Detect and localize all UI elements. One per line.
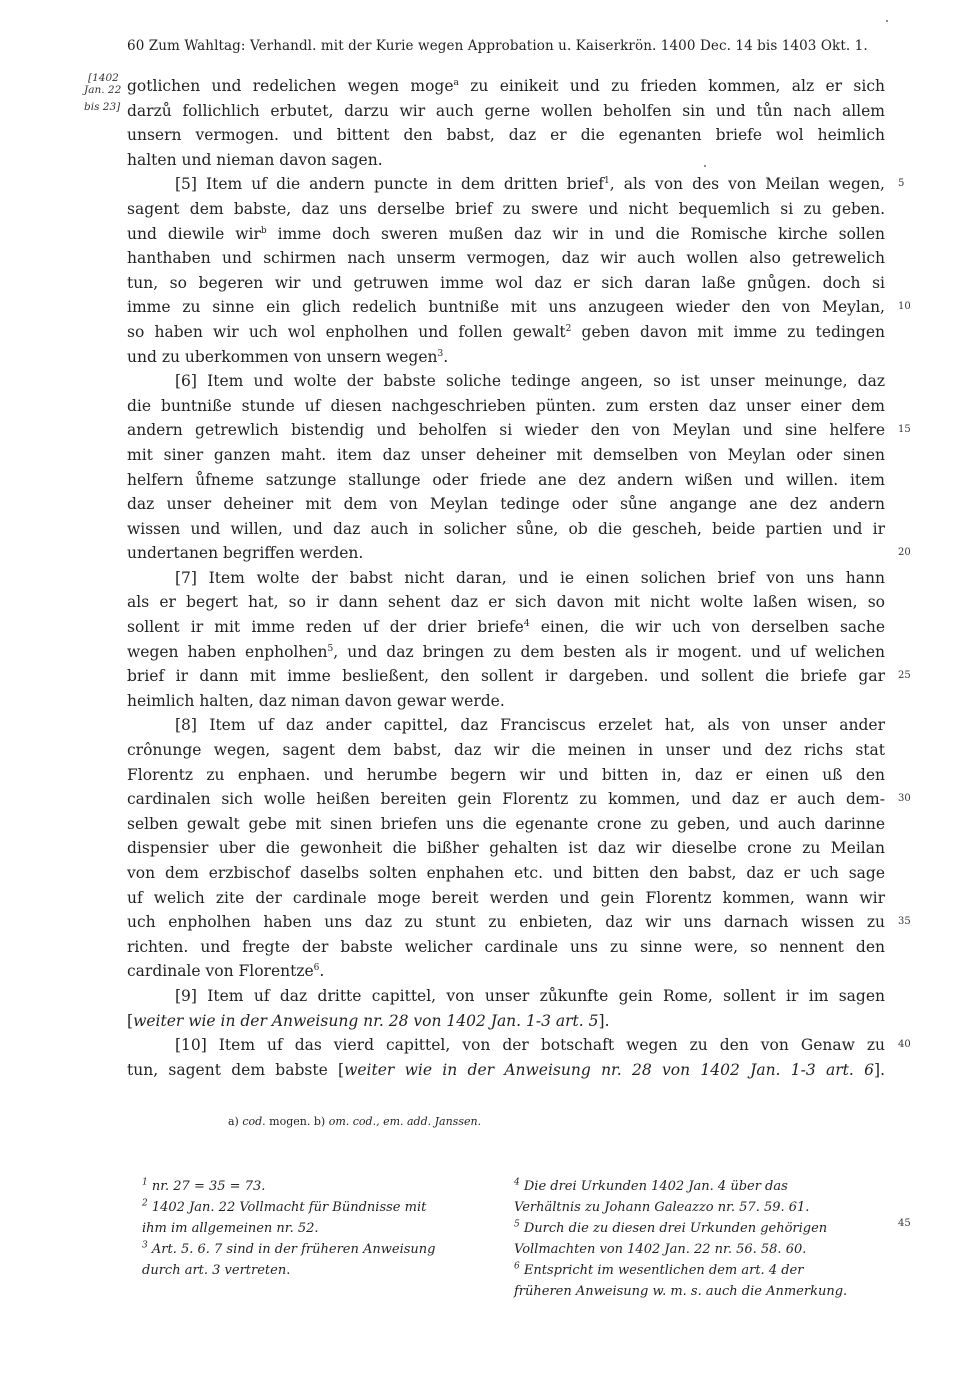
footnote-line: Verhältnis zu Johann Galeazzo nr. 57. 59. 61. [514, 1200, 810, 1215]
text-line: [8] Item uf daz ander capittel, daz Franciscus erzelet hat, als von unser ander [175, 716, 885, 735]
text-line: [9] Item uf daz dritte capittel, von unser zůkunfte gein Rome, sollent ir im sagen [175, 986, 885, 1005]
footnote-line: $^3$ Art. 5. 6. 7 sind in der früheren Anweisung [142, 1240, 436, 1257]
text-line: [6] Item und wolte der babste soliche tedinge angeen, so ist unser meinunge, daz [175, 372, 885, 391]
page-speck [704, 165, 706, 167]
variant-apparatus: a) cod. mogen. b) om. cod., em. add. Janssen. [228, 1115, 482, 1128]
running-header: 60 Zum Wahltag: Verhandl. mit der Kurie wegen Approbation u. Kaiserkrön. 1400 Dec. 14 bis 1403 Okt. 1. [127, 38, 868, 54]
text-line: crônunge wegen, sagent dem babst, daz wir die meinen in unser und dez richs stat [127, 741, 885, 760]
text-line: darzů follichlich erbutet, darzu wir auch gerne wollen beholfen sin und tůn nach allem [127, 101, 885, 120]
text-line: Florentz zu enphaen. und herumbe begern wir und bitten in, daz er einen uß den [127, 765, 885, 784]
text-line: die buntniße stunde uf diesen nachgeschrieben pünten. zum ersten daz unser einer dem [127, 396, 885, 415]
text-line: cardinale von Florentze$^6$. [127, 962, 325, 981]
page-speck [886, 20, 888, 22]
text-line: andern getrewlich bistendig und beholfen si wieder den von Meylan und sine helfere [127, 421, 885, 440]
text-line: sagent dem babste, daz uns derselbe brief zu swere und nicht bequemlich si zu geben. [127, 199, 885, 218]
footnotes-left-column [142, 1176, 494, 1281]
line-number: 15 [898, 424, 911, 436]
text-line: tun, sagent dem babste [weiter wie in der Anweisung nr. 28 von 1402 Jan. 1-3 art. 6]. [127, 1060, 885, 1079]
text-line: als er begert hat, so ir dann sehent daz er sich davon mit nicht wolte laßen wisen, so [127, 593, 885, 612]
footnote-line: ihm im allgemeinen nr. 52. [142, 1221, 319, 1236]
text-line: wissen und willen, und daz auch in solicher sůne, ob die gescheh, beide partien und ir [127, 519, 885, 538]
text-line: tun, so begeren wir und getruwen imme wol daz er sich daran laße gnůgen. doch si [127, 273, 885, 292]
margin-date-line: [1402 [88, 72, 119, 84]
text-line: so haben wir uch wol enpholhen und follen gewalt$^2$ geben davon mit imme zu tedingen [127, 322, 885, 341]
text-line: von dem erzbischof daselbs solten enphahen etc. und bitten den babst, daz er uch sage [127, 864, 885, 882]
line-number: 5 [898, 178, 905, 190]
line-number: 35 [898, 916, 911, 928]
text-line: hanthaben und schirmen nach unserm vermogen, daz wir auch wollen also getrewelich [127, 249, 885, 268]
margin-date-line: bis 23] [84, 101, 121, 113]
text-line: cardinalen sich wolle heißen bereiten gein Florentz zu kommen, und daz er auch dem- [127, 790, 885, 809]
text-line: und diewile wir$^b$ imme doch sweren mußen daz wir in und die Romische kirche sollen [127, 224, 885, 243]
footnotes-right-column [514, 1176, 882, 1302]
text-line: [10] Item uf das vierd capittel, von der botschaft wegen zu den von Genaw zu [175, 1036, 885, 1055]
text-line: richten. und fregte der babste welicher cardinale uns zu sinne were, so nennent den [127, 937, 885, 956]
footnote-line: $^5$ Durch die zu diesen drei Urkunden gehörigen [514, 1219, 828, 1236]
line-number: 25 [898, 670, 911, 682]
text-line: sollent ir mit imme reden uf der drier briefe$^4$ einen, die wir uch von derselben sache [127, 618, 885, 637]
text-line: selben gewalt gebe mit sinen briefen uns die egenante crone zu geben, und auch darinne [127, 814, 885, 833]
text-line: [7] Item wolte der babst nicht daran, und ie einen solichen brief von uns hann [175, 568, 885, 587]
text-line: brief ir dann mit imme besließent, den sollent ir dargeben. und sollent die briefe gar [127, 667, 885, 686]
footnote-line: $^4$ Die drei Urkunden 1402 Jan. 4 über das [514, 1177, 788, 1194]
main-text-block [127, 74, 885, 1082]
text-line: [5] Item uf die andern puncte in dem dritten brief$^1$, als von des von Meilan wegen, [175, 175, 885, 194]
footnote-line: $^2$ 1402 Jan. 22 Vollmacht für Bündnisse mit [142, 1198, 427, 1215]
text-line: undertanen begriffen werden. [127, 544, 364, 563]
text-line: heimlich halten, daz niman davon gewar werde. [127, 691, 505, 710]
text-line: unsern vermogen. und bittent den babst, daz er die egenanten briefe wol heimlich [127, 126, 885, 145]
text-line: daz unser deheiner mit dem von Meylan tedinge oder sůne angange ane dez andern [127, 495, 885, 514]
line-number: 10 [898, 301, 911, 313]
text-line: uch enpholhen haben uns daz zu stunt zu enbieten, daz wir uns darnach wissen zu [127, 913, 885, 932]
text-line: und zu uberkommen von unsern wegen$^3$. [127, 347, 449, 366]
footnote-line: früheren Anweisung w. m. s. auch die Anmerkung. [514, 1284, 848, 1299]
text-line: imme zu sinne ein glich redelich buntniße mit uns anzugeen wieder den von Meylan, [127, 298, 885, 317]
text-line: helfern ůfneme satzunge stallunge oder friede ane dez andern wißen und willen. item [127, 470, 885, 489]
text-line: halten und nieman davon sagen. [127, 150, 383, 169]
line-number: 45 [898, 1218, 911, 1229]
text-line: dispensier uber die gewonheit die bißher gehalten ist daz wir dieselbe crone zu Meilan [127, 839, 885, 858]
margin-date-note [84, 72, 122, 113]
line-number: 20 [898, 547, 911, 559]
footnote-line: durch art. 3 vertreten. [142, 1263, 291, 1278]
footnote-line: $^1$ nr. 27 = 35 = 73. [142, 1177, 266, 1194]
footnote-line: Vollmachten von 1402 Jan. 22 nr. 56. 58. 60. [514, 1242, 807, 1257]
margin-date-line: Jan. 22 [84, 84, 122, 96]
text-line: mit siner ganzen maht. item daz unser deheiner mit demselben von Meylan oder sinen [127, 445, 885, 464]
text-line: wegen haben enpholhen$^5$, und daz bringen zu dem besten als ir mogent. und uf welichen [127, 642, 885, 661]
text-line: [weiter wie in der Anweisung nr. 28 von 1402 Jan. 1-3 art. 5]. [127, 1011, 610, 1030]
text-line: gotlichen und redelichen wegen moge$^a$ zu einikeit und zu frieden kommen, alz er sich [127, 77, 885, 95]
footnote-line: $^6$ Entspricht im wesentlichen dem art. 4 der [514, 1261, 804, 1278]
line-number: 30 [898, 793, 911, 805]
line-number: 40 [898, 1039, 911, 1051]
text-line: uf welich zite der cardinale moge bereit werden und gein Florentz kommen, wann wir [127, 888, 885, 907]
